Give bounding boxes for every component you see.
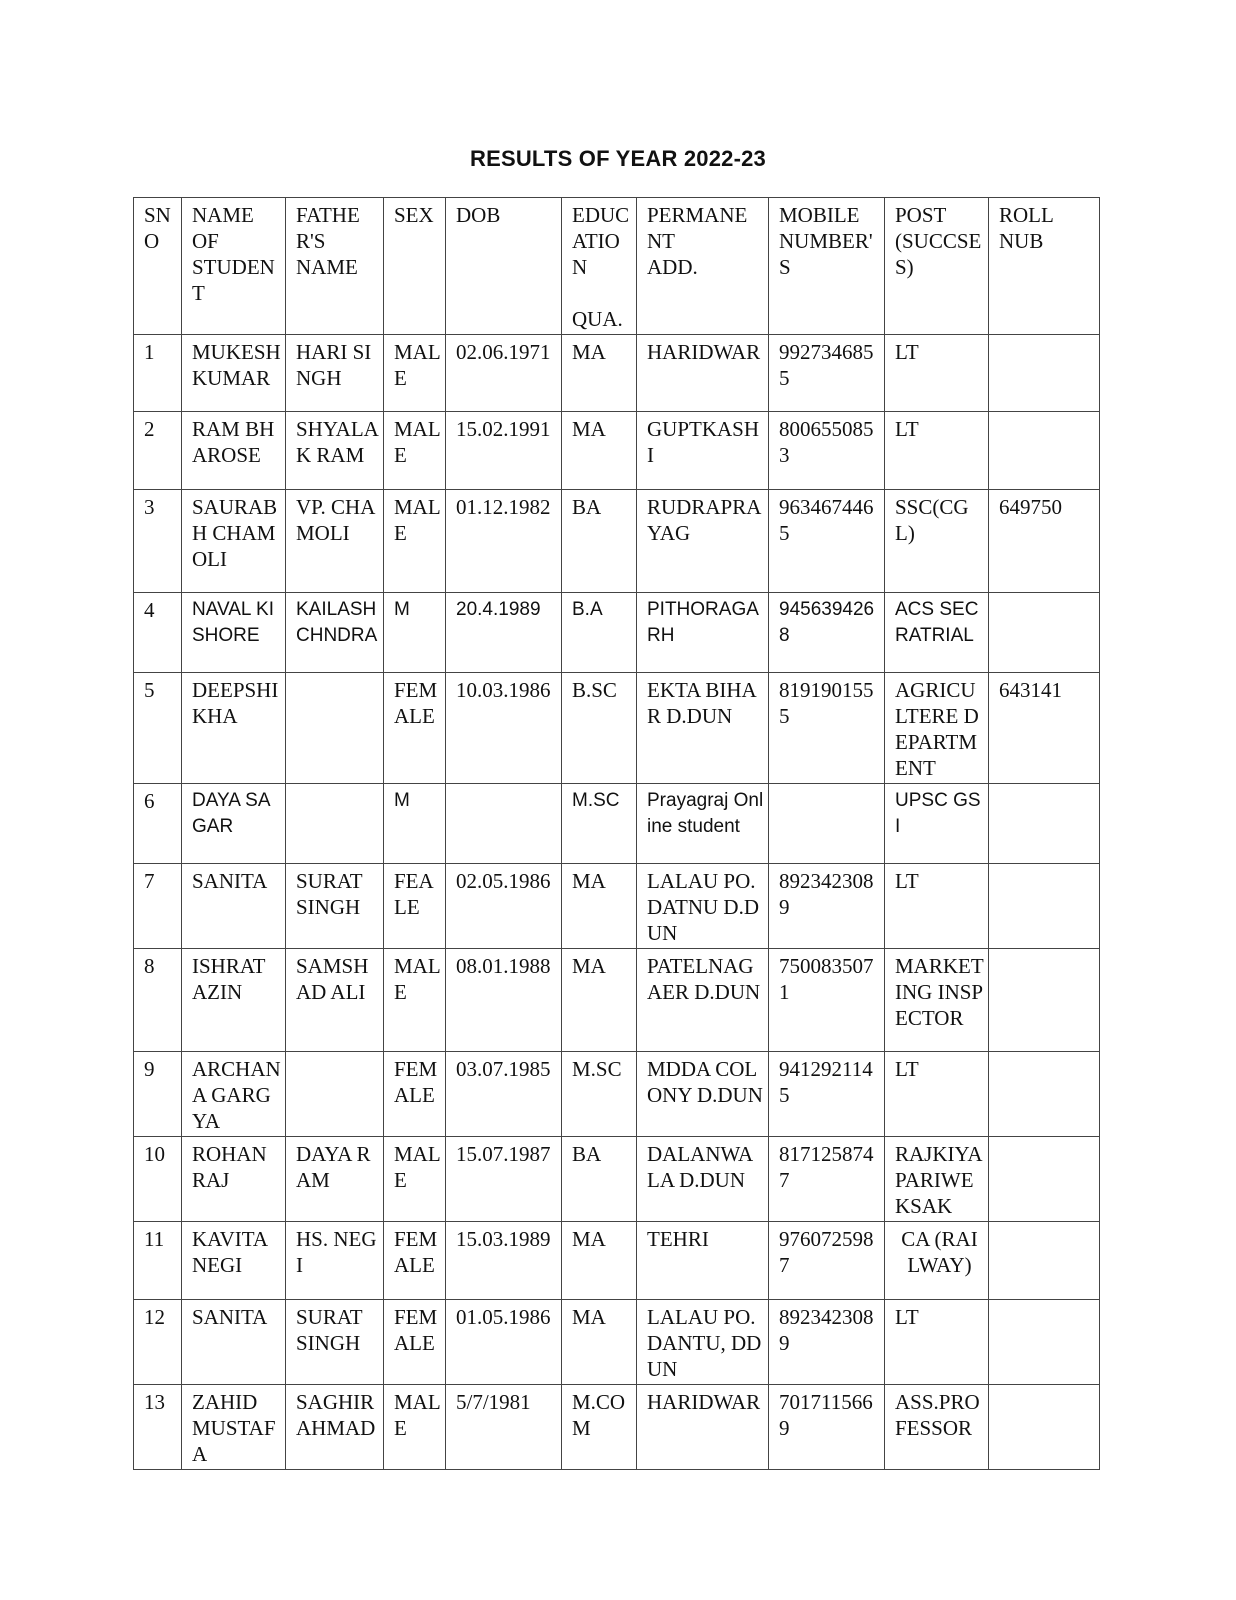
cell-mobile: 9760725987 <box>769 1222 885 1300</box>
cell-name: DAYA SAGAR <box>182 784 286 864</box>
cell-sno: 4 <box>134 593 182 673</box>
cell-mobile: 9927346855 <box>769 335 885 412</box>
cell-mobile: 9634674465 <box>769 490 885 593</box>
cell-sno: 5 <box>134 673 182 784</box>
cell-roll <box>989 1137 1100 1222</box>
cell-roll <box>989 1385 1100 1470</box>
cell-education: BA <box>562 490 637 593</box>
cell-father: VP. CHAMOLI <box>286 490 384 593</box>
cell-education: B.SC <box>562 673 637 784</box>
cell-dob: 10.03.1986 <box>446 673 562 784</box>
cell-post: MARKETING INSPECTOR <box>885 949 989 1052</box>
table-row <box>134 784 1100 864</box>
cell-roll: 649750 <box>989 490 1100 593</box>
cell-sno: 13 <box>134 1385 182 1470</box>
cell-address: MDDA COLONY D.DUN <box>637 1052 769 1137</box>
cell-post: SSC(CGL) <box>885 490 989 593</box>
cell-address: LALAU PO. DATNU D.DUN <box>637 864 769 949</box>
cell-sex: MALE <box>384 1385 446 1470</box>
results-table <box>133 197 1100 1470</box>
cell-name: DEEPSHIKHA <box>182 673 286 784</box>
cell-address: DALANWALA D.DUN <box>637 1137 769 1222</box>
cell-education: M.SC <box>562 784 637 864</box>
table-row <box>134 864 1100 949</box>
cell-name: RAM BHAROSE <box>182 412 286 490</box>
cell-mobile: 9456394268 <box>769 593 885 673</box>
cell-roll <box>989 784 1100 864</box>
cell-roll <box>989 1052 1100 1137</box>
cell-education: MA <box>562 335 637 412</box>
header-sex: SEX <box>384 198 446 335</box>
cell-sex: FEMALE <box>384 1300 446 1385</box>
cell-education: B.A <box>562 593 637 673</box>
cell-dob: 01.12.1982 <box>446 490 562 593</box>
cell-education: M.COM <box>562 1385 637 1470</box>
cell-name: ISHRAT AZIN <box>182 949 286 1052</box>
cell-post: LT <box>885 335 989 412</box>
table-row <box>134 1300 1100 1385</box>
cell-address: GUPTKASHI <box>637 412 769 490</box>
cell-education: MA <box>562 949 637 1052</box>
cell-sex: MALE <box>384 949 446 1052</box>
table-row <box>134 1052 1100 1137</box>
cell-sex: MALE <box>384 335 446 412</box>
cell-post: AGRICULTERE DEPARTMENT <box>885 673 989 784</box>
table-row <box>134 673 1100 784</box>
cell-post: LT <box>885 864 989 949</box>
cell-sex: FEMALE <box>384 1052 446 1137</box>
cell-address: RUDRAPRAYAG <box>637 490 769 593</box>
cell-father: SAGHIR AHMAD <box>286 1385 384 1470</box>
cell-roll <box>989 593 1100 673</box>
cell-address: PATELNAGAER D.DUN <box>637 949 769 1052</box>
cell-roll <box>989 864 1100 949</box>
table-row <box>134 335 1100 412</box>
cell-roll <box>989 1300 1100 1385</box>
cell-father: KAILASH CHNDRA <box>286 593 384 673</box>
cell-mobile: 7017115669 <box>769 1385 885 1470</box>
header-mobile: MOBILE NUMBER' S <box>769 198 885 335</box>
cell-address: PITHORAGARH <box>637 593 769 673</box>
cell-address: LALAU PO.DANTU, DDUN <box>637 1300 769 1385</box>
header-name: NAME OF STUDEN T <box>182 198 286 335</box>
cell-education: M.SC <box>562 1052 637 1137</box>
cell-sno: 6 <box>134 784 182 864</box>
table-row <box>134 490 1100 593</box>
cell-education: MA <box>562 412 637 490</box>
cell-address: HARIDWAR <box>637 1385 769 1470</box>
cell-name: MUKESH KUMAR <box>182 335 286 412</box>
cell-roll <box>989 1222 1100 1300</box>
cell-roll <box>989 335 1100 412</box>
cell-name: KAVITA NEGI <box>182 1222 286 1300</box>
cell-mobile: 7500835071 <box>769 949 885 1052</box>
header-sno: SN O <box>134 198 182 335</box>
cell-sno: 9 <box>134 1052 182 1137</box>
table-row <box>134 412 1100 490</box>
cell-sno: 11 <box>134 1222 182 1300</box>
table-row <box>134 1385 1100 1470</box>
header-address: PERMANE NT ADD. <box>637 198 769 335</box>
cell-name: ARCHANA GARGYA <box>182 1052 286 1137</box>
cell-name: ROHAN RAJ <box>182 1137 286 1222</box>
cell-sex: M <box>384 784 446 864</box>
cell-post: LT <box>885 1052 989 1137</box>
header-roll: ROLL NUB <box>989 198 1100 335</box>
cell-father <box>286 1052 384 1137</box>
cell-roll: 643141 <box>989 673 1100 784</box>
cell-father: HARI SINGH <box>286 335 384 412</box>
cell-education: BA <box>562 1137 637 1222</box>
cell-education: MA <box>562 864 637 949</box>
cell-post: ASS.PROFESSOR <box>885 1385 989 1470</box>
cell-dob: 15.03.1989 <box>446 1222 562 1300</box>
cell-sno: 12 <box>134 1300 182 1385</box>
cell-dob: 5/7/1981 <box>446 1385 562 1470</box>
cell-dob: 02.05.1986 <box>446 864 562 949</box>
header-dob: DOB <box>446 198 562 335</box>
cell-address: HARIDWAR <box>637 335 769 412</box>
cell-dob: 08.01.1988 <box>446 949 562 1052</box>
cell-address: TEHRI <box>637 1222 769 1300</box>
cell-post: LT <box>885 412 989 490</box>
cell-sex: MALE <box>384 1137 446 1222</box>
cell-sex: FEMALE <box>384 1222 446 1300</box>
cell-mobile: 8191901555 <box>769 673 885 784</box>
cell-mobile: 8923423089 <box>769 864 885 949</box>
header-row <box>134 198 1100 335</box>
cell-roll <box>989 412 1100 490</box>
header-post: POST (SUCCSE S) <box>885 198 989 335</box>
header-education: EDUC ATIO N QUA. <box>562 198 637 335</box>
cell-father: SAMSHAD ALI <box>286 949 384 1052</box>
cell-dob: 03.07.1985 <box>446 1052 562 1137</box>
table-row <box>134 949 1100 1052</box>
cell-dob: 20.4.1989 <box>446 593 562 673</box>
cell-sno: 1 <box>134 335 182 412</box>
header-father: FATHE R'S NAME <box>286 198 384 335</box>
cell-sno: 8 <box>134 949 182 1052</box>
cell-education: MA <box>562 1300 637 1385</box>
cell-name: SAURABH CHAMOLI <box>182 490 286 593</box>
cell-dob: 02.06.1971 <box>446 335 562 412</box>
cell-name: NAVAL KISHORE <box>182 593 286 673</box>
cell-sno: 10 <box>134 1137 182 1222</box>
cell-father: SHYALAK RAM <box>286 412 384 490</box>
cell-name: SANITA <box>182 864 286 949</box>
table-row <box>134 593 1100 673</box>
cell-dob: 15.07.1987 <box>446 1137 562 1222</box>
cell-sno: 2 <box>134 412 182 490</box>
cell-dob: 15.02.1991 <box>446 412 562 490</box>
cell-father: SURAT SINGH <box>286 1300 384 1385</box>
cell-post: LT <box>885 1300 989 1385</box>
cell-address: EKTA BIHAR D.DUN <box>637 673 769 784</box>
cell-sex: FEMALE <box>384 673 446 784</box>
cell-sex: M <box>384 593 446 673</box>
cell-sno: 7 <box>134 864 182 949</box>
table-row <box>134 1137 1100 1222</box>
cell-sno: 3 <box>134 490 182 593</box>
cell-mobile: 8923423089 <box>769 1300 885 1385</box>
cell-post: CA (RAILWAY) <box>885 1222 989 1300</box>
cell-address: Prayagraj Online student <box>637 784 769 864</box>
cell-post: UPSC GSI <box>885 784 989 864</box>
cell-roll <box>989 949 1100 1052</box>
cell-mobile <box>769 784 885 864</box>
cell-sex: MALE <box>384 412 446 490</box>
cell-education: MA <box>562 1222 637 1300</box>
cell-post: ACS SECRATRIAL <box>885 593 989 673</box>
cell-mobile: 8006550853 <box>769 412 885 490</box>
cell-father: HS. NEGI <box>286 1222 384 1300</box>
cell-father <box>286 673 384 784</box>
cell-sex: MALE <box>384 490 446 593</box>
cell-father: DAYA RAM <box>286 1137 384 1222</box>
cell-mobile: 8171258747 <box>769 1137 885 1222</box>
cell-mobile: 9412921145 <box>769 1052 885 1137</box>
table-row <box>134 1222 1100 1300</box>
cell-father <box>286 784 384 864</box>
cell-name: SANITA <box>182 1300 286 1385</box>
cell-dob: 01.05.1986 <box>446 1300 562 1385</box>
cell-name: ZAHID MUSTAFA <box>182 1385 286 1470</box>
cell-post: RAJKIYA PARIWEKSAK <box>885 1137 989 1222</box>
page-title: RESULTS OF YEAR 2022-23 <box>470 146 766 171</box>
cell-sex: FEALE <box>384 864 446 949</box>
cell-father: SURAT SINGH <box>286 864 384 949</box>
cell-dob <box>446 784 562 864</box>
